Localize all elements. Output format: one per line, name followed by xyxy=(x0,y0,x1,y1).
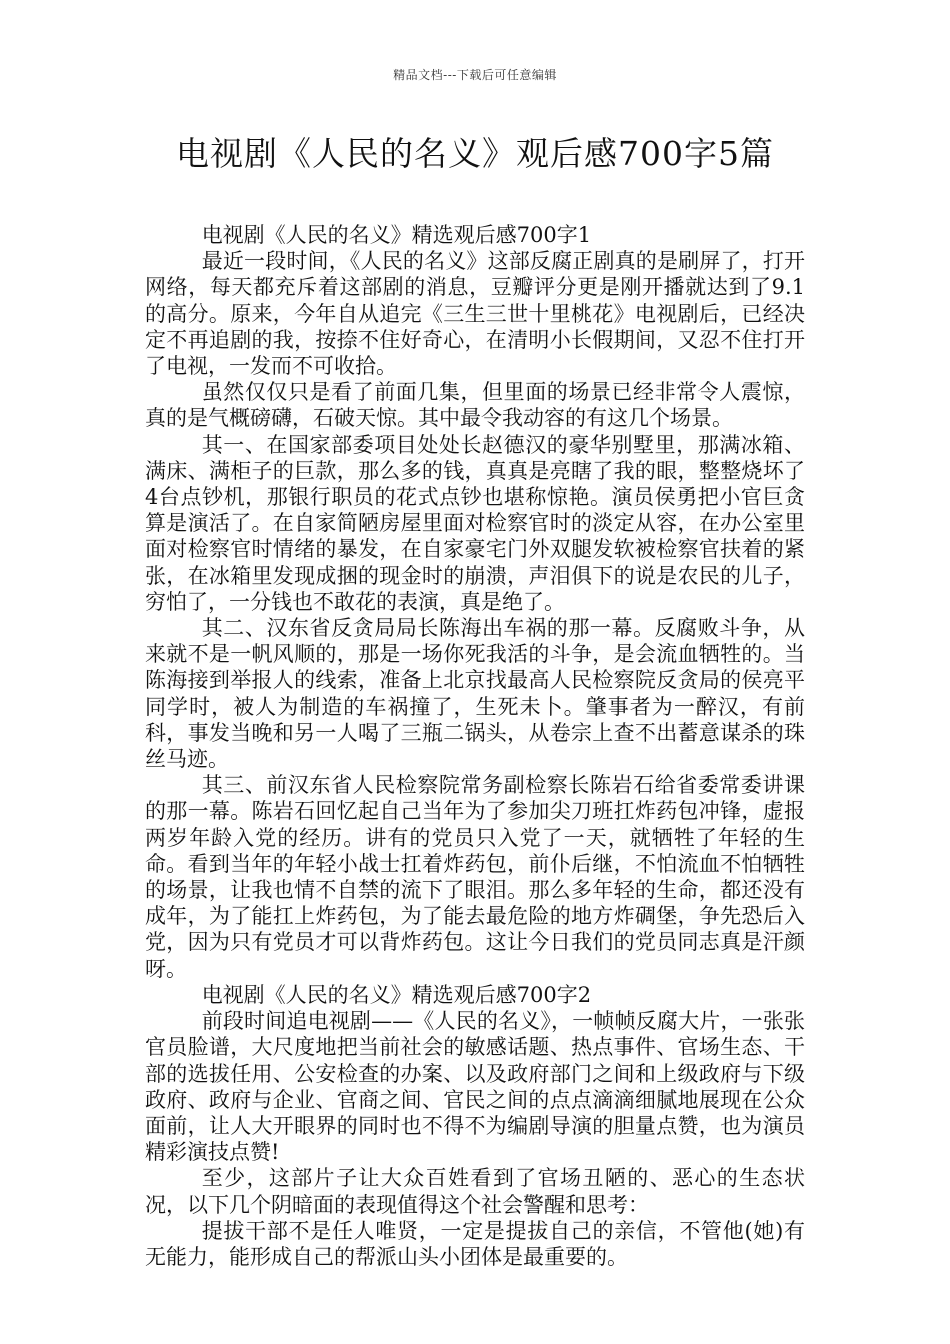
paragraph: 虽然仅仅只是看了前面几集，但里面的场景已经非常令人震惊，真的是气概磅礴，石破天惊。其中最令我动容的有这几个场景。 xyxy=(145,380,805,431)
paragraph: 其一、在国家部委项目处处长赵德汉的豪华别墅里，那满冰箱、满床、满柜子的巨款，那么多的钱，真真是亮瞎了我的眼，整整烧坏了4台点钞机，那银行职员的花式点钞也堪称惊艳。演员侯勇把小官巨贪算是演活了。在自家简陋房屋里面对检察官时的淡定从容，在办公室里面对检察官时情绪的暴发，在自家豪宅门外双腿发软被检察官扶着的紧张，在冰箱里发现成捆的现金时的崩溃，声泪俱下的说是农民的儿子，穷怕了，一分钱也不敢花的表演，真是绝了。 xyxy=(145,432,805,614)
paragraph: 至少，这部片子让大众百姓看到了官场丑陋的、恶心的生态状况，以下几个阴暗面的表现值得这个社会警醒和思考： xyxy=(145,1166,805,1217)
paragraph: 其二、汉东省反贪局局长陈海出车祸的那一幕。反腐败斗争，从来就不是一帆风顺的，那是一场你死我活的斗争，是会流血牺牲的。当陈海接到举报人的线索，准备上北京找最高人民检察院反贪局的侯亮平同学时，被人为制造的车祸撞了，生死未卜。肇事者为一醉汉，有前科，事发当晚和另一人喝了三瓶二锅头，从卷宗上查不出蓄意谋杀的珠丝马迹。 xyxy=(145,616,805,772)
document-body xyxy=(145,222,805,1270)
section-heading: 电视剧《人民的名义》精选观后感700字1 xyxy=(201,223,592,247)
paragraph: 提拔干部不是任人唯贤，一定是提拔自己的亲信，不管他(她)有无能力，能形成自己的帮派山头小团体是最重要的。 xyxy=(145,1218,805,1269)
paragraph: 最近一段时间，《人民的名义》这部反腐正剧真的是刷屏了，打开网络，每天都充斥着这部剧的消息，豆瓣评分更是刚开播就达到了9.1的高分。原来，今年自从追完《三生三世十里桃花》电视剧后，已经决定不再追剧的我，按捺不住好奇心，在清明小长假期间，又忍不住打开了电视，一发而不可收拾。 xyxy=(145,249,805,379)
paragraph: 其三、前汉东省人民检察院常务副检察长陈岩石给省委常委讲课的那一幕。陈岩石回忆起自己当年为了参加尖刀班扛炸药包冲锋，虚报两岁年龄入党的经历。讲有的党员只入党了一天，就牺牲了年轻的生命。看到当年的年轻小战士扛着炸药包，前仆后继，不怕流血不怕牺牲的场景，让我也情不自禁的流下了眼泪。那么多年轻的生命，都还没有成年，为了能扛上炸药包，为了能去最危险的地方炸碉堡，争先恐后入党，因为只有党员才可以背炸药包。这让今日我们的党员同志真是汗颜呀。 xyxy=(145,773,805,981)
document-title: 电视剧《人民的名义》观后感700字5篇 xyxy=(176,134,774,173)
paragraph: 前段时间追电视剧——《人民的名义》，一帧帧反腐大片，一张张官员脸谱，大尺度地把当前社会的敏感话题、热点事件、官场生态、干部的选拔任用、公安检查的办案、以及政府部门之间和上级政府与下级政府、政府与企业、官商之间、官民之间的点点滴滴细腻地展现在公众面前，让人大开眼界的同时也不得不为编剧导演的胆量点赞，也为演员精彩演技点赞! xyxy=(145,1009,805,1165)
page-header: 精品文档---下载后可任意编辑 xyxy=(393,68,557,82)
section-heading: 电视剧《人民的名义》精选观后感700字2 xyxy=(201,982,592,1007)
